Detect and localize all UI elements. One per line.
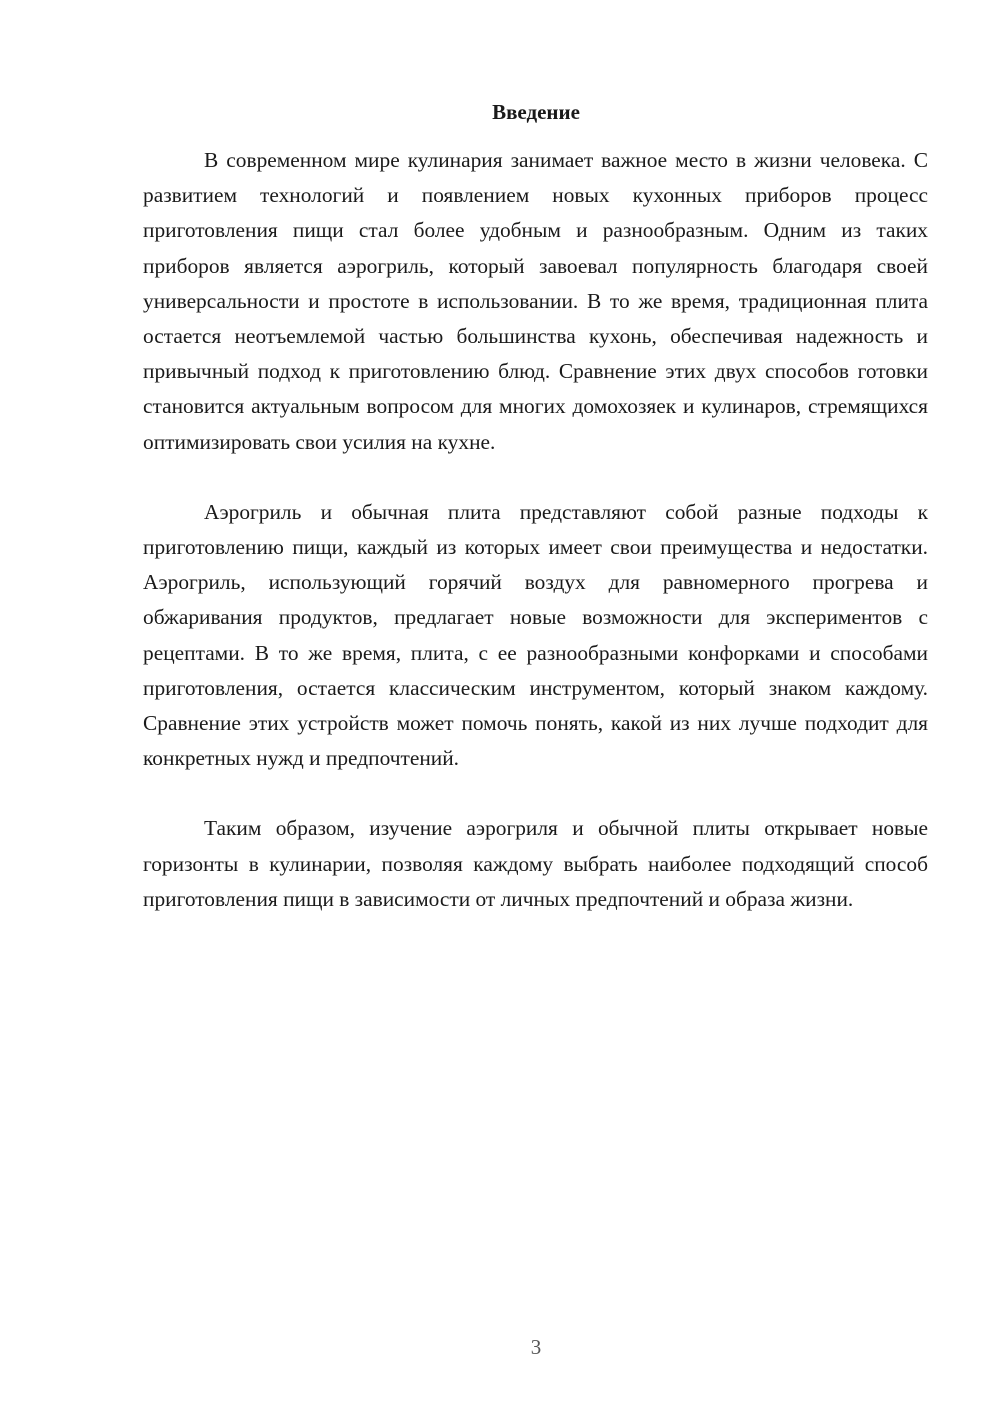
page-number: 3: [530, 1335, 542, 1359]
section-title: Введение: [492, 100, 580, 124]
paragraph-3: Таким образом, изучение аэрогриля и обычной плиты открывает новые горизонты в кулинарии, позволяя каждому выбрать наиболее подходящий способ приготовления пищи в зависимости от личных предпочтений и образа жизни.: [143, 816, 928, 911]
paragraph-1: В современном мире кулинария занимает важное место в жизни человека. С развитием технологий и появлением новых кухонных приборов процесс приготовления пищи стал более удобным и разнообразным. Одним из таких приборов является аэрогриль, который завоевал популярность благодаря своей универсальности и простоте в использовании. В то же время, традиционная плита остается неотъемлемой частью большинства кухонь, обеспечивая надежность и привычный подход к приготовлению блюд. Сравнение этих двух способов готовки становится актуальным вопросом для многих домохозяек и кулинаров, стремящихся оптимизировать свои усилия на кухне.: [143, 148, 928, 454]
paragraph-2: Аэрогриль и обычная плита представляют собой разные подходы к приготовлению пищи, каждый из которых имеет свои преимущества и недостатки. Аэрогриль, использующий горячий воздух для равномерного прогрева и обжаривания продуктов, предлагает новые возможности для экспериментов с рецептами. В то же время, плита, с ее разнообразными конфорками и способами приготовления, остается классическим инструментом, который знаком каждому. Сравнение этих устройств может помочь понять, какой из них лучше подходит для конкретных нужд и предпочтений.: [143, 499, 928, 771]
body-text: [143, 143, 928, 952]
